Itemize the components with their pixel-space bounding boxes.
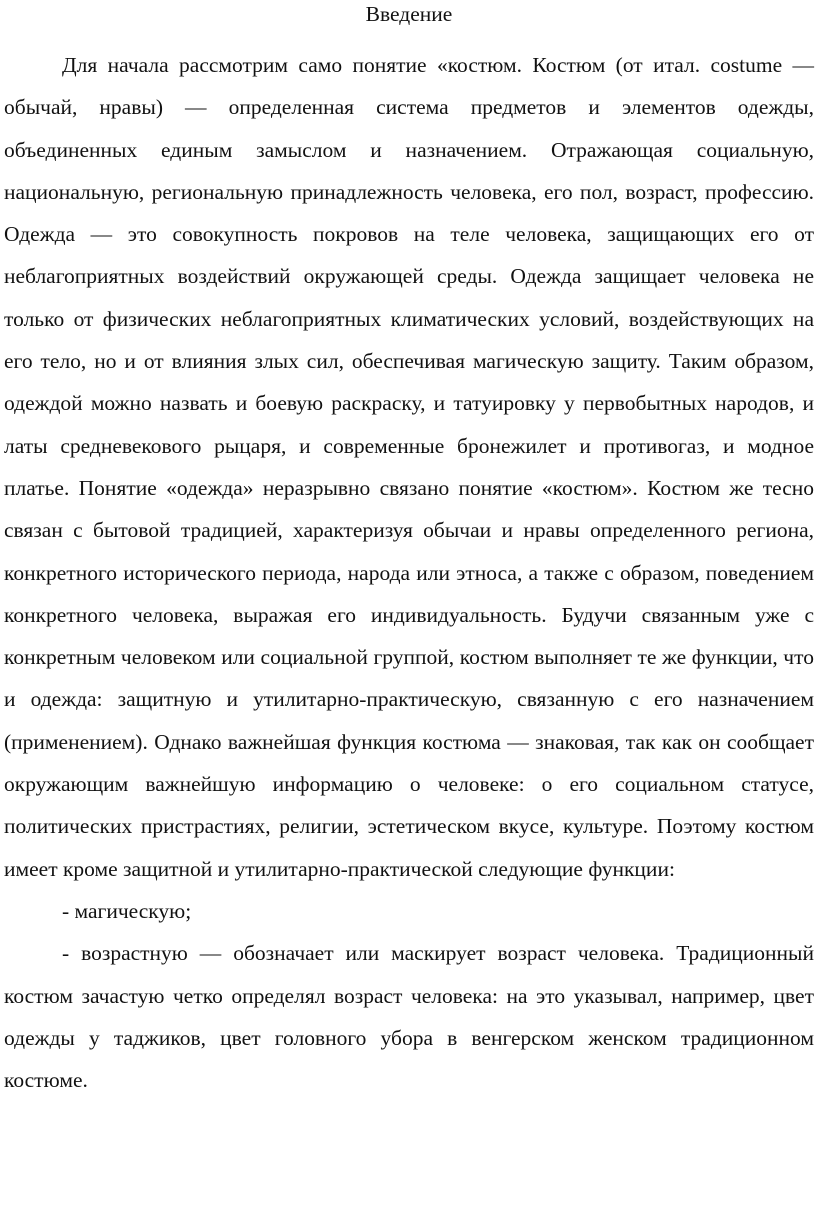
page-title: Введение [365,2,453,26]
paragraph-list-item-magic: - магическую; [62,898,192,923]
paragraph-list-item-age: - возрастную — обозначает или маскирует возраст человека. Традиционный костюм зачастую четко определял возраст человека: на это указывал, например, цвет одежды у таджиков, цвет головного убора в венгерском женском традиционном костюме. [4,941,814,1093]
paragraph-intro: Для начала рассмотрим само понятие «костюм. Костюм (от итал. costume — обычай, нравы) — определенная система предметов и элементов одежды, объединенных единым замыслом и назначением. Отражающая социальную, национальную, региональную принадлежность человека, его пол, возраст, профессию. Одежда — это совокупность покровов на теле человека, защищающих его от неблагоприятных воздействий окружающей среды. Одежда защищает человека не только от физических неблагоприятных климатических условий, воздействующих на его тело, но и от влияния злых сил, обеспечивая магическую защиту. Таким образом, одеждой можно назвать и боевую раскраску, и татуировку у первобытных народов, и латы средневекового рыцаря, и современные бронежилет и противогаз, и модное платье. Понятие «одежда» неразрывно связано понятие «костюм». Костюм же тесно связан с бытовой традицией, характеризуя обычаи и нравы определенного региона, конкретного исторического периода, народа или этноса, а также с образом, поведением конкретного человека, выражая его индивидуальность. Будучи связанным уже с конкретным человеком или социальной группой, костюм выполняет те же функции, что и одежда: защитную и утилитарно-практическую, связанную с его назначением (применением). Однако важнейшая функция костюма — знаковая, так как он сообщает окружающим важнейшую информацию о человеке: о его социальном статусе, политических пристрастиях, религии, эстетическом вкусе, культуре. Поэтому костюм имеет кроме защитной и утилитарно-практической следующие функции: [4,53,814,881]
